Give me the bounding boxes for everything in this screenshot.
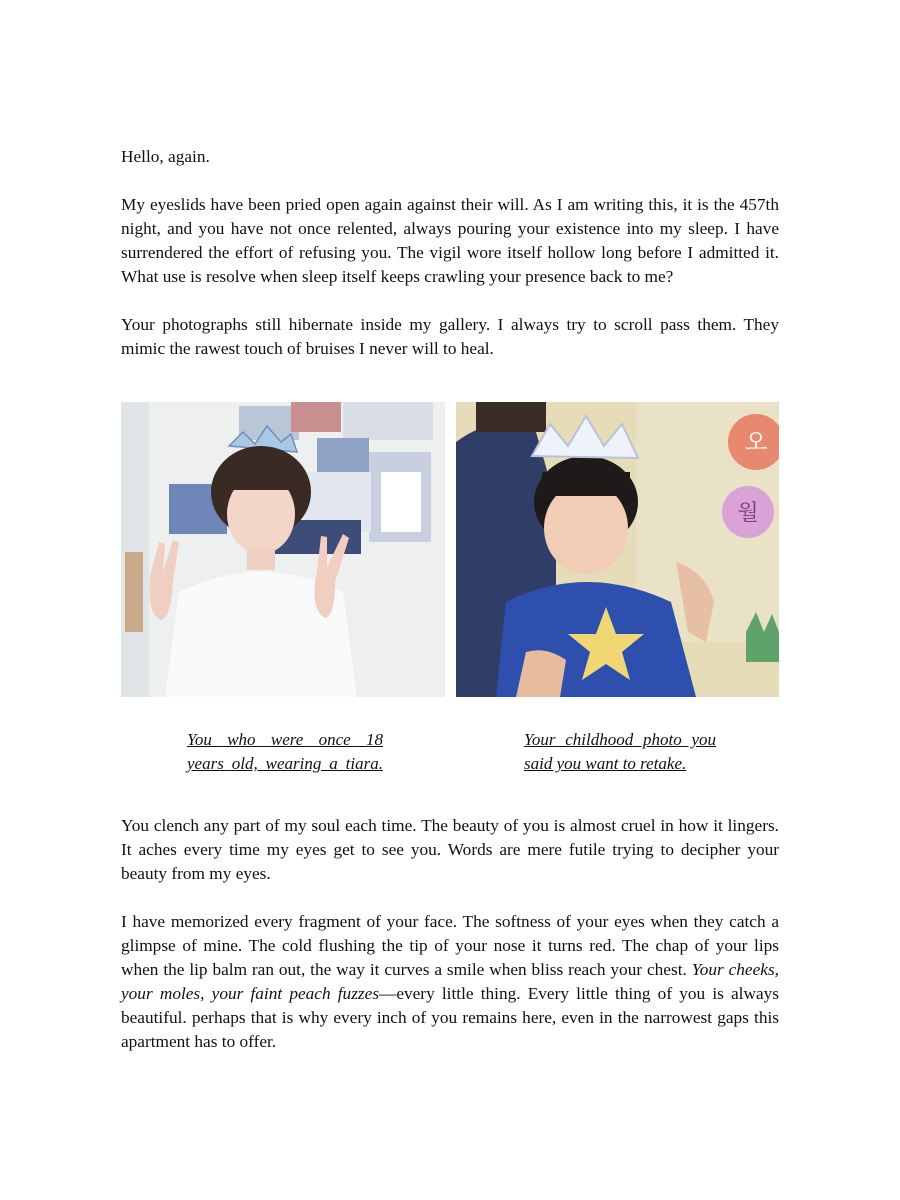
paragraph-1: My eyeslids have been pried open again against their will. As I am writing this, it is the 457th night, and you have not once relented, always pouring your existence into my sleep. I have surrendered the effort of refusing you. The vigil wore itself hollow long before I admitted it. What use is resolve when sleep itself keeps crawling your presence back to me? [121, 195, 779, 286]
paragraph-4-part-2: —every little thing. Every little thing of you is always beautiful. perhaps that is why every inch of you remains here, even in the narrowest gaps this apartment has to offer. [121, 984, 779, 1051]
sign-char-2: 월 [737, 501, 759, 526]
greeting: Hello, again. [121, 147, 210, 166]
caption-teen [187, 728, 383, 776]
photo-childhood [456, 402, 779, 697]
paragraph-4 [121, 910, 779, 1054]
caption-childhood: Your childhood photo you said you want to retake. [524, 730, 716, 773]
photo-childhood-image [456, 402, 779, 697]
letter-top [121, 145, 779, 385]
paragraph-4-italic: Your cheeks, your moles, your faint peach fuzzes [121, 960, 779, 1003]
letter-bottom [121, 814, 779, 1078]
sign-char-1: 오 [744, 428, 768, 456]
caption-teen-line-1: You who were once 18 [187, 730, 383, 749]
paragraph-3: You clench any part of my soul each time. The beauty of you is almost cruel in how it lingers. It aches every time my eyes get to see you. Words are mere futile trying to decipher your beauty from my eyes. [121, 816, 779, 883]
paragraph-4-part-1: I have memorized every fragment of your face. The softness of your eyes when they catch a glimpse of mine. The cold flushing the tip of your nose it turns red. The chap of your lips when the lip balm ran out, the way it curves a smile when bliss reach your chest. [121, 912, 779, 979]
photo-row [121, 402, 779, 697]
caption-teen-line-2: years old, wearing a tiara. [187, 754, 383, 773]
photo-teen-tiara-image [121, 402, 445, 697]
paragraph-2: Your photographs still hibernate inside my gallery. I always try to scroll pass them. They mimic the rawest touch of bruises I never will to heal. [121, 315, 779, 358]
photo-teen-tiara [121, 402, 445, 697]
